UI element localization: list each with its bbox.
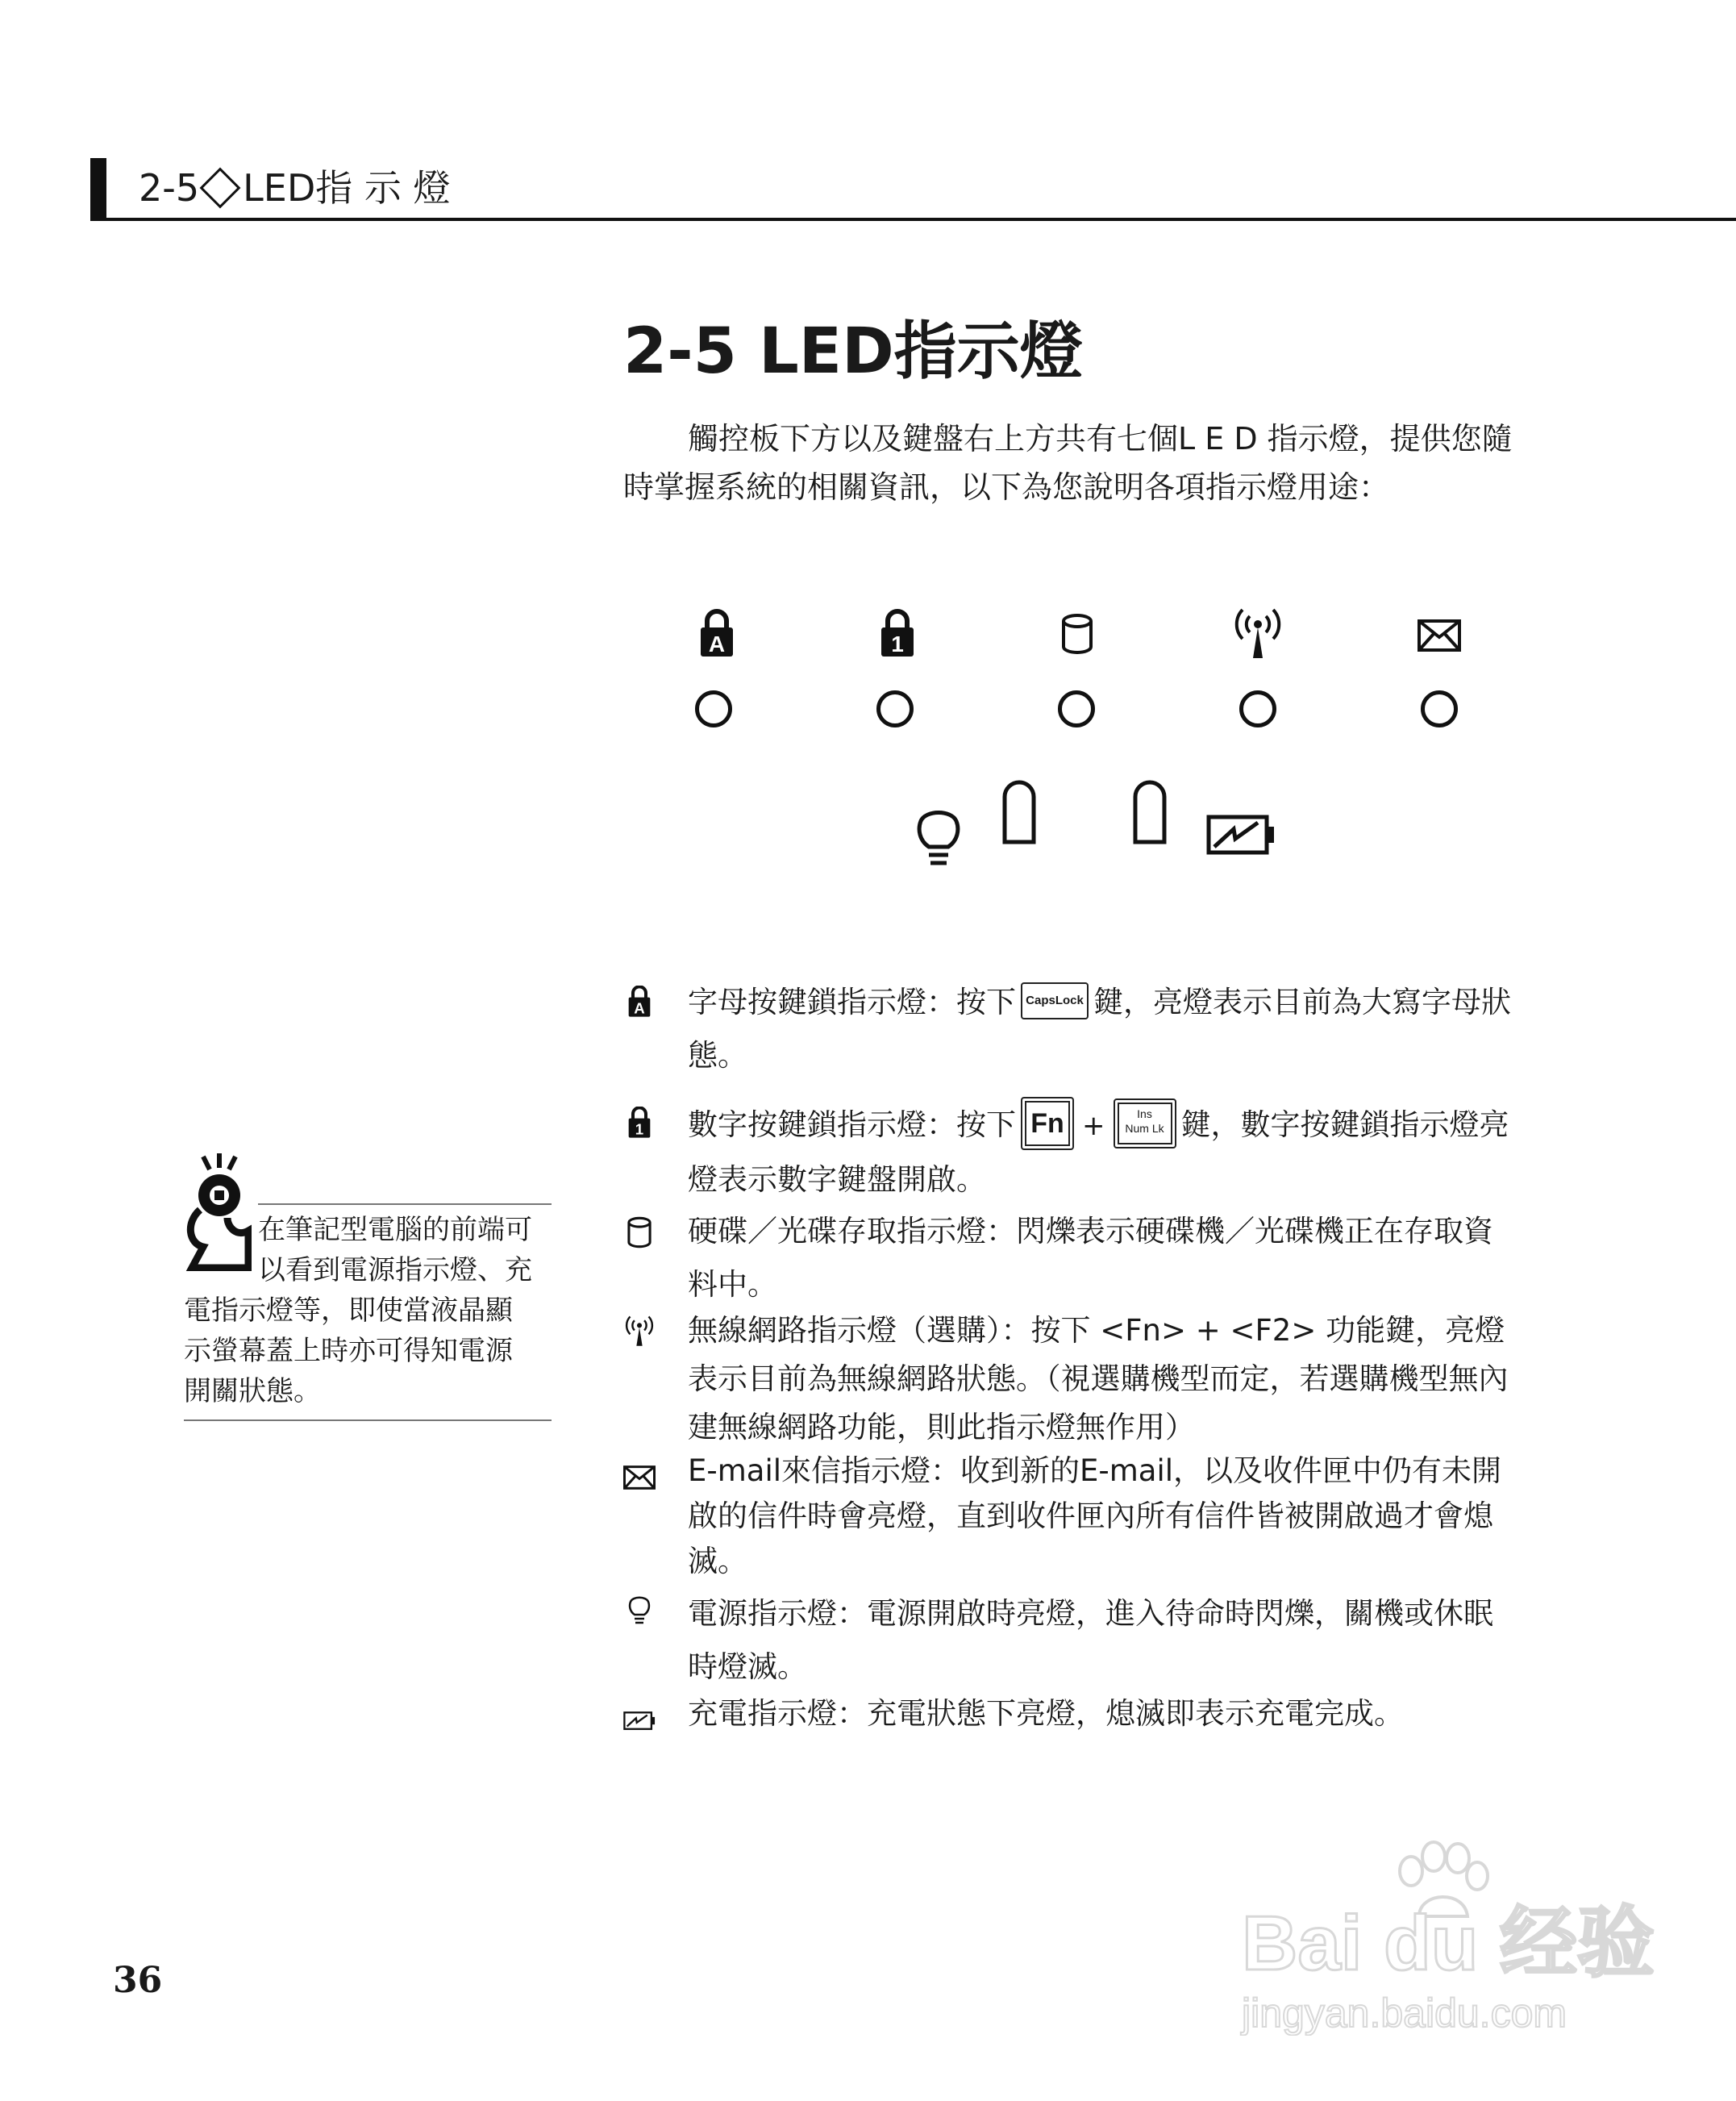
item-text: 電源指示燈：電源開啟時亮燈，進入待命時閃爍，關機或休眠時燈滅。	[688, 1596, 1493, 1684]
numlock-key-icon	[1114, 1098, 1176, 1148]
led-email	[1421, 690, 1458, 727]
sidebar-line: 在筆記型電腦的前端可	[258, 1214, 532, 1246]
email-icon	[1418, 619, 1461, 652]
led-wireless	[1239, 690, 1276, 727]
watermark-brand: Bai du 经验	[1242, 1900, 1655, 1986]
power-icon	[623, 1594, 656, 1626]
led-caps-lock	[695, 690, 732, 727]
caps-lock-icon	[623, 986, 656, 1018]
caps-lock-icon	[698, 610, 735, 658]
battery-charge-icon	[623, 1705, 656, 1737]
numlock-key-bottom: Num Lk	[1125, 1121, 1164, 1135]
intro-text: 觸控板下方以及鍵盤右上方共有七個L E D 指示燈，提供您隨時掌握系統的相關資訊，以下為您說明各項指示燈用途：	[623, 421, 1513, 505]
header-title-text: LED指 示 燈	[243, 166, 451, 210]
item-text: 無線網路指示燈（選購）：按下 <Fn> + <F2> 功能鍵，亮燈表示目前為無線網路狀態。（視選購機型而定，若選購機型無內建無線網路功能，則此指示燈無作用）	[688, 1313, 1509, 1444]
svg-text:1: 1	[891, 632, 904, 657]
disk-icon	[1061, 613, 1093, 655]
sidebar-rule-bottom	[184, 1419, 552, 1421]
sidebar-line: 開關狀態。	[184, 1375, 321, 1407]
running-header	[139, 165, 451, 211]
item-text: 鍵，數字按鍵鎖指示燈亮燈表示數字鍵盤開啟。	[688, 1107, 1509, 1197]
plus-sign: +	[1082, 1110, 1105, 1142]
sidebar-line: 以看到電源指示燈、充	[258, 1254, 532, 1286]
fn-key-icon: Fn	[1021, 1097, 1074, 1150]
power-icon	[914, 805, 963, 869]
header-section-label: 2-5	[139, 166, 200, 210]
led-disk	[1058, 690, 1095, 727]
page-number: 36	[113, 1960, 163, 2001]
item-text: E-mail來信指示燈：收到新的E-mail，以及收件匣中仍有未開啟的信件時會亮燈，直到收件匣內所有信件皆被開啟過才會熄滅。	[688, 1453, 1502, 1578]
sidebar-text	[184, 1210, 552, 1411]
svg-text:1: 1	[635, 1120, 644, 1138]
wireless-icon	[1234, 607, 1282, 660]
charge-led	[1130, 777, 1169, 844]
disk-icon	[623, 1216, 656, 1249]
diamond-icon	[200, 167, 241, 208]
email-icon	[623, 1461, 656, 1494]
battery-charge-icon	[1206, 815, 1276, 857]
wireless-icon	[623, 1315, 656, 1347]
section-title: 2-5 LED指示燈	[623, 315, 1083, 388]
svg-text:A: A	[708, 632, 726, 657]
item-text: 鍵，亮燈表示目前為大寫字母狀態。	[688, 985, 1511, 1073]
item-text: 數字按鍵鎖指示燈：按下	[688, 1107, 1016, 1142]
sidebar-line: 電指示燈等，即使當液晶顯	[184, 1294, 513, 1327]
num-lock-icon	[879, 610, 916, 658]
item-text: 硬碟／光碟存取指示燈：閃爍表示硬碟機／光碟機正在存取資料中。	[688, 1214, 1493, 1302]
baidu-watermark	[1226, 1839, 1655, 2041]
header-rule	[90, 218, 1736, 221]
sidebar-line: 示螢幕蓋上時亦可得知電源	[184, 1335, 513, 1367]
watermark-url: jingyan.baidu.com	[1242, 1991, 1567, 2036]
led-num-lock	[876, 690, 914, 727]
header-bar	[90, 158, 106, 221]
item-text: 字母按鍵鎖指示燈：按下	[688, 985, 1016, 1019]
intro-paragraph	[623, 415, 1518, 511]
numlock-key-top: Ins	[1137, 1107, 1152, 1120]
item-text: 充電指示燈：充電狀態下亮燈，熄滅即表示充電完成。	[688, 1696, 1404, 1731]
num-lock-icon	[623, 1107, 656, 1139]
svg-text:A: A	[634, 999, 645, 1017]
sidebar-rule-top	[258, 1203, 552, 1205]
capslock-key-icon: CapsLock	[1021, 982, 1089, 1019]
power-led	[1000, 777, 1039, 844]
